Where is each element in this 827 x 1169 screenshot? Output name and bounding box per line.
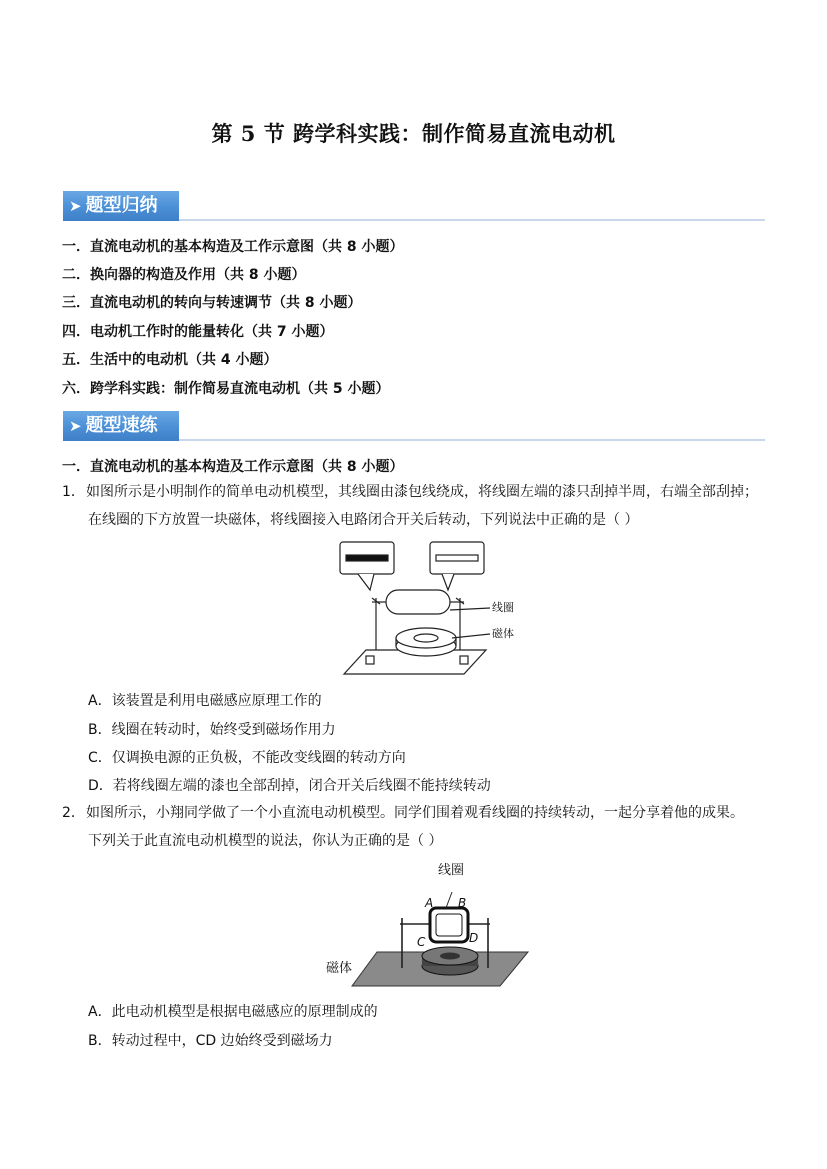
question-1-stem xyxy=(62,478,772,534)
coil-label: 线圈 xyxy=(492,601,514,614)
section-banner-summary xyxy=(63,191,765,221)
magnet-label: 磁体 xyxy=(326,961,353,976)
corner-c-label: C xyxy=(417,935,426,949)
question-number: 1． xyxy=(62,484,85,500)
motor-figure-2 xyxy=(322,856,532,992)
corner-d-label: D xyxy=(469,931,479,945)
banner-rule xyxy=(179,439,765,441)
banner-label: 题型归纳 xyxy=(85,195,158,216)
option-d[interactable]: D．若将线圈左端的漆也全部刮掉，闭合开关后线圈不能持续转动 xyxy=(88,778,491,794)
question-2-stem xyxy=(62,799,772,855)
corner-b-label: B xyxy=(458,896,467,910)
banner-tab xyxy=(63,411,179,441)
toc-item-1[interactable]: 一．直流电动机的基本构造及工作示意图（共 8 小题） xyxy=(62,239,404,255)
question-text-line: 在线圈的下方放置一块磁体，将线圈接入电路闭合开关后转动，下列说法中正确的是（ ） xyxy=(88,512,639,528)
option-b[interactable]: B．转动过程中，CD 边始终受到磁场力 xyxy=(88,1033,333,1049)
question-text-line: 如图所示是小明制作的简单电动机模型，其线圈由漆包线绕成，将线圈左端的漆只刮掉半周，右端全部刮掉； xyxy=(86,484,758,500)
banner-rule xyxy=(179,219,765,221)
toc-item-2[interactable]: 二．换向器的构造及作用（共 8 小题） xyxy=(62,267,306,283)
magnet-label: 磁体 xyxy=(492,627,514,640)
question-text-line: 下列关于此直流电动机模型的说法，你认为正确的是（ ） xyxy=(88,833,443,849)
section-heading: 一．直流电动机的基本构造及工作示意图（共 8 小题） xyxy=(62,459,404,475)
corner-a-label: A xyxy=(425,896,434,910)
chevron-right-icon: ➤ xyxy=(69,197,82,215)
toc-item-6[interactable]: 六．跨学科实践：制作简易直流电动机（共 5 小题） xyxy=(62,381,390,397)
section-banner-practice xyxy=(63,411,765,441)
motor-figure-1 xyxy=(330,538,530,680)
banner-label: 题型速练 xyxy=(85,415,158,436)
toc-item-3[interactable]: 三．直流电动机的转向与转速调节（共 8 小题） xyxy=(62,295,362,311)
page-title: 第 5 节 跨学科实践：制作简易直流电动机 xyxy=(211,121,616,146)
question-text-line: 如图所示，小翔同学做了一个小直流电动机模型。同学们围着观看线圈的持续转动，一起分享着他的成果。 xyxy=(86,805,744,821)
toc-item-4[interactable]: 四．电动机工作时的能量转化（共 7 小题） xyxy=(62,324,334,340)
coil-label: 线圈 xyxy=(438,863,465,878)
option-b[interactable]: B．线圈在转动时，始终受到磁场作用力 xyxy=(88,722,336,738)
question-number: 2． xyxy=(62,805,85,821)
option-a[interactable]: A．此电动机模型是根据电磁感应的原理制成的 xyxy=(88,1004,378,1020)
banner-tab xyxy=(63,191,179,221)
option-c[interactable]: C．仅调换电源的正负极，不能改变线圈的转动方向 xyxy=(88,750,406,766)
chevron-right-icon: ➤ xyxy=(69,417,82,435)
toc-item-5[interactable]: 五．生活中的电动机（共 4 小题） xyxy=(62,352,278,368)
option-a[interactable]: A．该装置是利用电磁感应原理工作的 xyxy=(88,693,322,709)
